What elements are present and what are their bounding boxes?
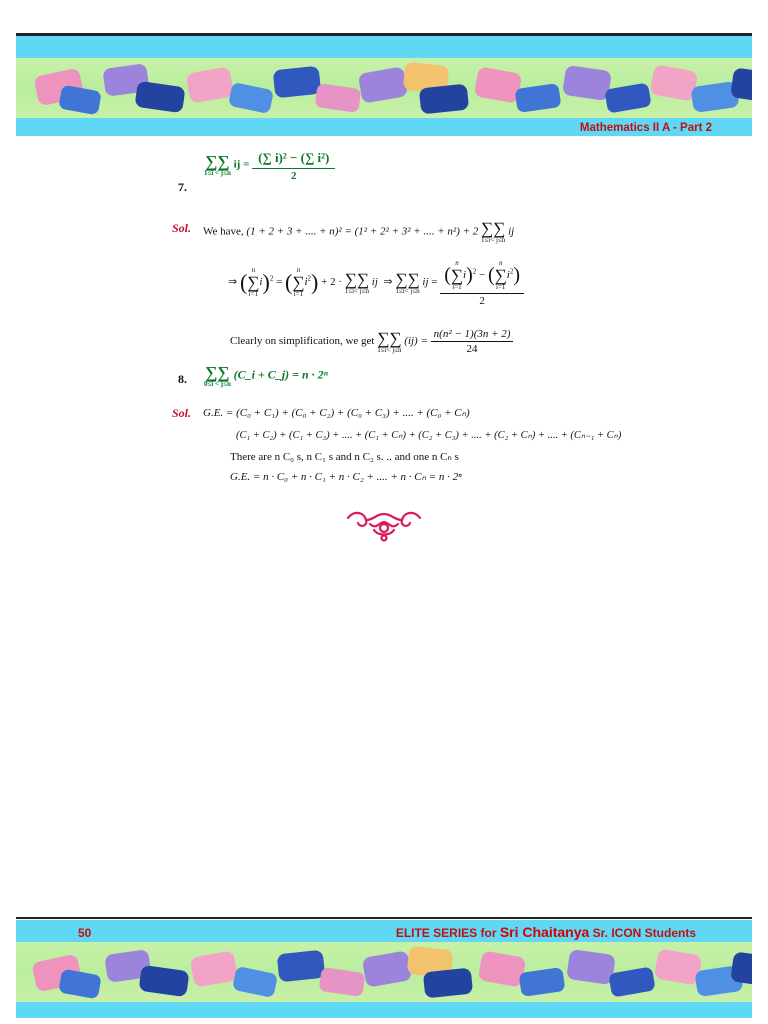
solution-8-line-2: (C₁ + C₂) + (C₁ + C₃) + .... + (C₁ + Cₙ) + (C₂ + C₃) + .... + (C₂ + Cₙ) + .... + (Cₙ₋₁ + Cₙ) [236,430,622,441]
ij-term: ij [508,225,515,238]
ij-term: ij [371,276,378,289]
statement-denominator: 2 [290,170,297,182]
problem-7-number: 7. [178,180,187,194]
implies-symbol: ⇒ [228,276,238,289]
result-fraction [440,258,524,307]
result-denominator: 2 [479,295,485,307]
solution-7-line-2: ⇒ ( n ∑ i=1 i)$^2$ = ( n ∑ i=1 $i^2) + 2$ · ∑∑ 1≤i< j≤n ij ⇒ ∑∑ 1≤i< j≤n ij = ( n ∑ i=1 i)$^2$ − ( n ∑ i=1 $i^2$) 2 [228,258,524,307]
brand-name: Sri Chaitanya [499,924,590,940]
problem-8-number: 8. [178,372,187,386]
header-blue-bar [16,36,752,58]
statement-term: ij = [233,158,250,171]
double-sum-symbol: ∑∑ 0≤i < j≤n [204,363,231,388]
plus-two-dot: + 2 · [321,276,342,289]
statement-numerator: (∑ i)² − (∑ i²) [252,148,335,169]
solution-8-line-4: G.E. = n · C₀ + n · C₁ + n · C₂ + .... + n · Cₙ = n · 2ⁿ [230,471,462,483]
sum-symbol: n ∑ i=1 [292,266,305,298]
double-sum-symbol: ∑∑ 1≤i < j≤n [204,152,231,177]
footer-decorative-band [16,942,752,1002]
solution-7-line-3 [230,328,513,355]
statement-term: (C_i + C_j) = n · 2ⁿ [233,367,328,382]
solution-8-label: Sol. [172,406,192,420]
result-numerator: ( n ∑ i=1 i)$^2$ − ( n ∑ i=1 $i^2$) [440,258,524,294]
solution-7-line-1 [203,220,514,244]
double-sum-symbol: ∑∑ 1≤i< j≤n [395,269,420,295]
page-number: 50 [78,926,92,940]
header-tiles-pattern [16,58,752,118]
we-have-text: We have, [203,225,244,238]
final-fraction [431,328,514,355]
solution-8-line-3: There are n C₀ s, n C₁ s and n C₂ s. .. and one n Cₙ s [230,451,459,463]
series-suffix: Sr. ICON Students [589,926,696,940]
footer-top-rule [16,917,752,919]
decorative-ornament-icon [344,508,424,542]
header-title: Mathematics II A - Part 2 [579,122,712,134]
solution-7-label: Sol. [172,221,192,235]
solution-8-line-1: G.E. = (C₀ + C₁) + (C₀ + C₂) + (C₀ + C₃) + .... + (C₀ + Cₙ) [203,407,470,419]
footer-tiles-pattern [16,942,752,1002]
statement-fraction [252,148,335,182]
final-denominator: 24 [466,343,478,355]
ij-paren-term: (ij) = [404,335,428,348]
footer-bottom-bar [16,1002,752,1018]
sum-square-equation: (1 + 2 + 3 + .... + n)² = (1² + 2² + 3² + .... + n²) + 2 [246,225,479,238]
problem-8-statement [204,364,328,388]
footer-series-text [396,924,696,940]
simplification-text: Clearly on simplification, we get [230,335,375,348]
implies-symbol: ⇒ [383,276,393,289]
sum-symbol: n ∑ i=1 [247,266,260,298]
double-sum-symbol: ∑∑ 1≤i< j≤n [377,328,402,354]
final-numerator: n(n² − 1)(3n + 2) [431,328,514,342]
series-prefix: ELITE SERIES for [395,926,500,940]
header-decorative-band [16,58,752,118]
problem-7-statement [204,148,335,182]
double-sum-symbol: ∑∑ 1≤i< j≤n [481,219,506,244]
double-sum-symbol: ∑∑ 1≤i< j≤n [344,269,370,295]
